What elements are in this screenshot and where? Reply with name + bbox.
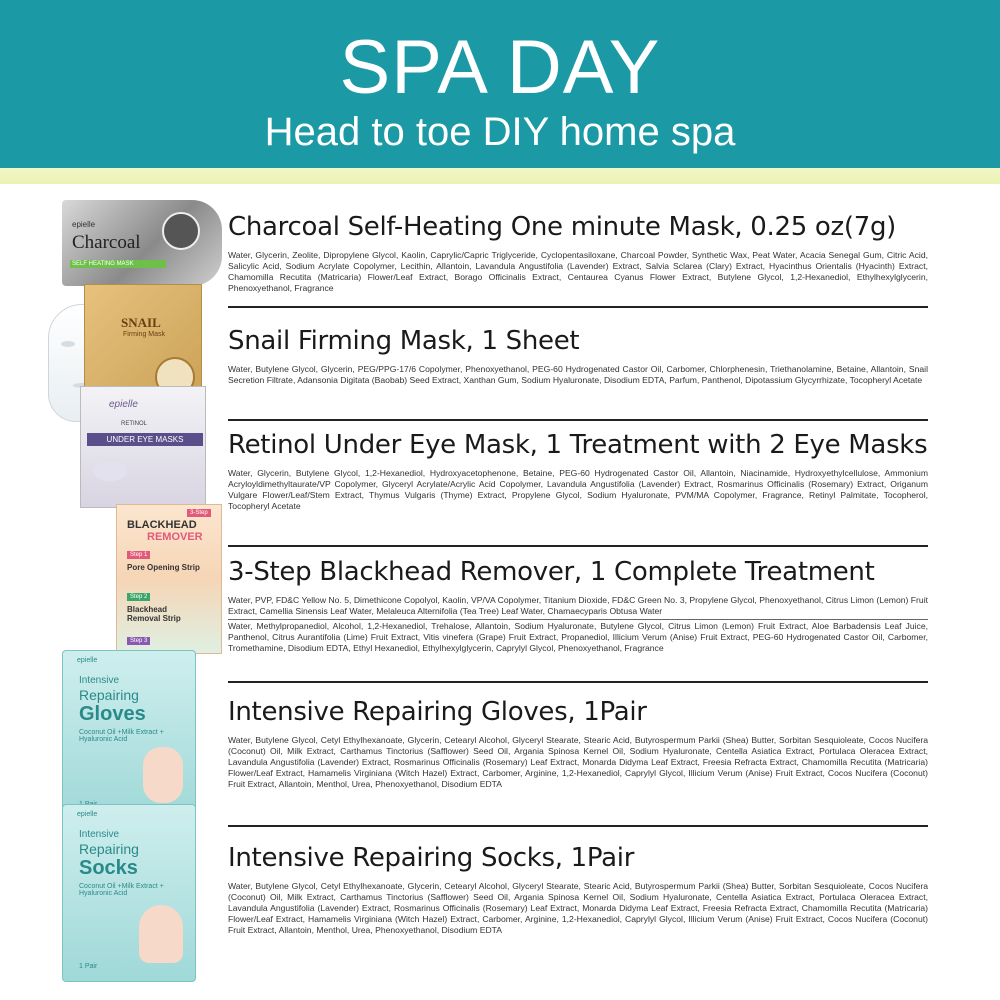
repairing-gloves-package <box>62 650 196 820</box>
product-title: Charcoal Self-Heating One minute Mask, 0.25 oz(7g) <box>228 212 896 242</box>
product-ingredients-step2: Water, Methylpropanediol, Alcohol, 1,2-Hexanediol, Trehalose, Allantoin, Sodium Hyaluronate, Butylene Glycol, Citrus Limon (Lemon) Fruit Extract, Aloe Barbadensis Leaf Juice, Panthenol, Citrus Aurantifolia (Lime) Fruit Extract, Vitis vinefera (Grape) Fruit Extract, Propanediol, Illicium Verum (Anise) Fruit Extract, PEG-60 Hydrogenated Castor Oil, Carbomer, Tromethamine, Disodium EDTA, Ethyl Hexanediol, Ethylhexylglycerin, Caprylyl Glycol, Phenoxyethanol, Fragrance <box>228 621 928 653</box>
gloves-sub: Coconut Oil +Milk Extract + Hyaluronic Acid <box>79 729 164 743</box>
retinol-tag: RETINOL <box>121 421 148 427</box>
product-title: Intensive Repairing Socks, 1Pair <box>228 843 635 873</box>
product-title: 3-Step Blackhead Remover, 1 Complete Treatment <box>228 557 875 587</box>
socks-line1: Intensive <box>79 829 120 840</box>
hand-icon <box>143 747 183 803</box>
product-title: Snail Firming Mask, 1 Sheet <box>228 326 580 356</box>
blackhead-step2: Step 2 <box>127 593 150 601</box>
header-banner <box>0 0 1000 168</box>
charcoal-name: Charcoal <box>72 232 141 253</box>
retinol-eye-mask-package <box>80 386 206 508</box>
gloves-line2: Repairing <box>79 687 139 703</box>
foot-icon <box>139 905 183 963</box>
product-ingredients: Water, Butylene Glycol, Cetyl Ethylhexanoate, Glycerin, Cetearyl Alcohol, Glyceryl Stearate, Stearic Acid, Butyrospermum Parkii (Shea) Butter, Sorbitan Sesquioleate, Cocos Nucifera (Coconut) Oil, Milk Extract, Carthamus Tinctorius (Safflower) Seed Oil, Argania Spinosa Kernel Oil, Sodium Hyaluronate, Centella Asiatica Extract, Portulaca Oleracea Extract, Lavandula Angustifolia (Lavender) Extract, Rosmarinus Officinalis (Rosemary) Leaf Extract, Monarda Didyma Leaf Extract, Freesia Refracta Extract, Chamomilla Recutita (Matricaria) Flower/Leaf Extract, Hamamelis Virginiana (Witch Hazel) Extract, Carbomer, Arginine, 1,2-Hexanediol, Caprylyl Glycol, Illicium Verum (Anise) Fruit Extract, Cocos Nucifera (Coconut) Fruit Extract, Allantoin, Menthol, Urea, Phenoxyethanol, Disodium EDTA <box>228 735 928 789</box>
charcoal-brand: epielle <box>72 220 96 229</box>
product-ingredients: Water, Glycerin, Zeolite, Dipropylene Glycol, Kaolin, Caprylic/Capric Triglyceride, Cyclopentasiloxane, Charcoal Powder, Synthetic Wax, Peat Water, Acacia Senegal Gum, Citric Acid, Salicylic Acid, Sodium Acrylate Copolymer, Lecithin, Allantoin, Lavandula Angustifolia (Lavender) Extract, Salvia Sclarea (Clary) Extract, Hyacinthus Orientalis (Hyacinth) Extract, Chamomilla Recutita (Matricaria) Flower/Leaf Extract, Borago Officinalis Extract, Centaurea Cyanus Flower Extract, Butylene Glycol, 1,2-Hexanediol, Ethylhexylglycerin, Phenoxyethanol, Fragrance <box>228 250 928 293</box>
blackhead-name2: REMOVER <box>147 531 203 543</box>
product-ingredients: Water, Butylene Glycol, Cetyl Ethylhexanoate, Glycerin, Cetearyl Alcohol, Glyceryl Stearate, Stearic Acid, Butyrospermum Parkii (Shea) Butter, Sorbitan Sesquioleate, Cocos Nucifera (Coconut) Oil, Milk Extract, Carthamus Tinctorius (Safflower) Seed Oil, Argania Spinosa Kernel Oil, Sodium Hyaluronate, Centella Asiatica Extract, Portulaca Oleracea Extract, Lavandula Angustifolia (Lavender) Extract, Rosmarinus Officinalis (Rosemary) Leaf Extract, Monarda Didyma Leaf Extract, Freesia Refracta Extract, Chamomilla Recutita (Matricaria) Flower/Leaf Extract, Hamamelis Virginiana (Witch Hazel) Extract, Carbomer, Arginine, 1,2-Hexanediol, Caprylyl Glycol, Illicium Verum (Anise) Fruit Extract, Cocos Nucifera (Coconut) Fruit Extract, Allantoin, Menthol, Urea, Phenoxyethanol, Disodium EDTA <box>228 881 928 935</box>
product-snail-mask <box>228 326 928 421</box>
snail-name: SNAIL <box>121 315 161 330</box>
repairing-socks-package <box>62 804 196 982</box>
product-title: Retinol Under Eye Mask, 1 Treatment with 2 Eye Masks <box>228 430 928 460</box>
blackhead-badge: 3-Step <box>187 509 211 517</box>
snail-tag: Firming Mask <box>123 331 166 338</box>
socks-sub: Coconut Oil +Milk Extract + Hyaluronic Acid <box>79 883 164 897</box>
face-icon <box>162 212 200 250</box>
blackhead-strip1: Pore Opening Strip <box>127 563 200 572</box>
retinol-brand: epielle <box>109 399 138 410</box>
socks-line2: Repairing <box>79 841 139 857</box>
product-title: Intensive Repairing Gloves, 1Pair <box>228 697 647 727</box>
accent-stripe <box>0 168 1000 184</box>
product-ingredients: Water, Butylene Glycol, Glycerin, PEG/PPG-17/6 Copolymer, Phenoxyethanol, PEG-60 Hydrogenated Castor Oil, Carbomer, Chlorphenesin, Triethanolamine, Betaine, Allantoin, Snail Secretion Filtrate, Adansonia Digitata (Baobab) Seed Extract, Xanthan Gum, Sodium Hyaluronate, Disodium EDTA, Parfum, Panthenol, Dipotassium Glycyrrhizate, Tocopheryl Acetate <box>228 364 928 385</box>
charcoal-mask-package <box>62 200 222 286</box>
gloves-brand: epielle <box>77 657 98 664</box>
product-repairing-gloves <box>228 697 928 827</box>
blackhead-remover-package <box>116 504 222 654</box>
product-repairing-socks <box>228 843 928 973</box>
product-retinol-eye-mask <box>228 430 928 547</box>
gloves-line1: Intensive <box>79 675 120 686</box>
charcoal-tag: SELF HEATING MASK <box>70 260 166 268</box>
product-charcoal-mask <box>228 212 928 308</box>
page-title: SPA DAY <box>339 25 661 110</box>
product-blackhead-remover <box>228 557 928 683</box>
retinol-name: UNDER EYE MASKS <box>87 433 203 446</box>
socks-qty: 1 Pair <box>79 963 98 970</box>
blackhead-step1: Step 1 <box>127 551 150 559</box>
gloves-line3: Gloves <box>79 703 146 725</box>
blackhead-step3: Step 3 <box>127 637 150 645</box>
eye-patch-icon <box>93 461 127 481</box>
socks-brand: epielle <box>77 811 98 818</box>
product-ingredients: Water, PVP, FD&C Yellow No. 5, Dimethicone Copolyol, Kaolin, VP/VA Copolymer, Titanium Dioxide, FD&C Green No. 3, Propylene Glycol, Phenoxyethanol, Citrus Limon (Lemon) Fruit Extract, Camellia Sinensis Leaf Water, Melaleuca Alternifolia (Tea Tree) Leaf Water, Chamaecyparis Obtusa Water <box>228 595 928 616</box>
product-ingredients: Water, Glycerin, Butylene Glycol, 1,2-Hexanediol, Hydroxyacetophenone, Betaine, PEG-60 Hydrogenated Castor Oil, Allantoin, Niacinamide, Hydroxyethylcellulose, Ammonium Acryloyldimethyltaurate/VP Copolymer, Glyceryl Acrylate/Acrylic Acid Copolymer, Lavandula Angustifolia (Lavender) Extract, Rosmarinus Officinalis (Rosemary) Extract, Origanum Vulgare Flower/Leaf/Stem Extract, Thymus Vulgaris (Thyme) Extract, Propylene Glycol, Sodium Hyaluronate, PVM/MA Copolymer, Fragrance, Retinyl Palmitate, Tocopherol, Tocopheryl Acetate <box>228 468 928 511</box>
socks-line3: Socks <box>79 857 138 879</box>
page-subtitle: Head to toe DIY home spa <box>264 110 736 154</box>
blackhead-strip2: Blackhead Removal Strip <box>127 605 181 623</box>
blackhead-name: BLACKHEAD <box>127 519 197 531</box>
